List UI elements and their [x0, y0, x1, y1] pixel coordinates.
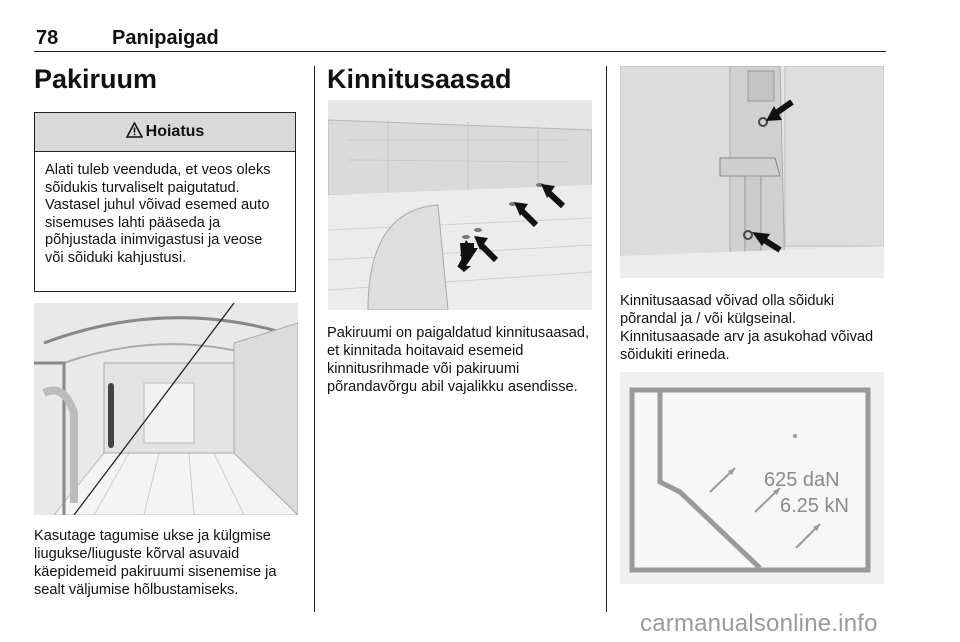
warning-triangle-icon	[126, 122, 143, 143]
chapter-title: Panipaigad	[112, 27, 219, 49]
floor-lashing-eyes-illustration	[328, 100, 592, 310]
page-number: 78	[36, 27, 59, 49]
warning-header	[35, 113, 295, 152]
force-kn-label: 6.25 kN	[780, 495, 849, 517]
column-divider-1	[314, 66, 315, 612]
cargo-area-illustration	[34, 303, 298, 515]
lashing-eyes-description: Pakiruumi on paigaldatud kinnitusaasad, et kinnitada hoitavaid esemeid kinnitusrihmade või pakiruumi põrandavõrgu abil vajalikku asendisse.	[327, 325, 590, 395]
warning-box	[34, 112, 296, 292]
handles-caption: Kasutage tagumise ukse ja külgmise liugukse/liuguste kõrval asuvaid käepidemeid pakiruumi sisenemise ja sealt väljumise hõlbustamiseks.	[34, 528, 277, 598]
section-title-kinnitusaasad: Kinnitusaasad	[327, 64, 512, 94]
warning-title: Hoiatus	[145, 123, 205, 140]
wall-lashing-eyes-illustration	[620, 66, 884, 278]
section-title-pakiruum: Pakiruum	[34, 64, 158, 94]
load-rating-illustration	[620, 372, 884, 584]
watermark: carmanualsonline.info	[640, 610, 878, 637]
lashing-eyes-note: Kinnitusaasad võivad olla sõiduki põrandal ja / või külgseinal. Kinnitusaasade arv ja asukohad võivad sõidukiti erineda.	[620, 293, 874, 363]
force-dan-label: 625 daN	[764, 469, 840, 491]
header-rule	[34, 51, 886, 52]
column-divider-2	[606, 66, 607, 612]
warning-text: Alati tuleb veenduda, et veos oleks sõidukis turvaliselt paigutatud. Vastasel juhul võivad esemed auto sisemuses lahti pääseda ja põhjustada inimvigastusi ja veose või sõiduki kahjustusi.	[45, 162, 271, 266]
